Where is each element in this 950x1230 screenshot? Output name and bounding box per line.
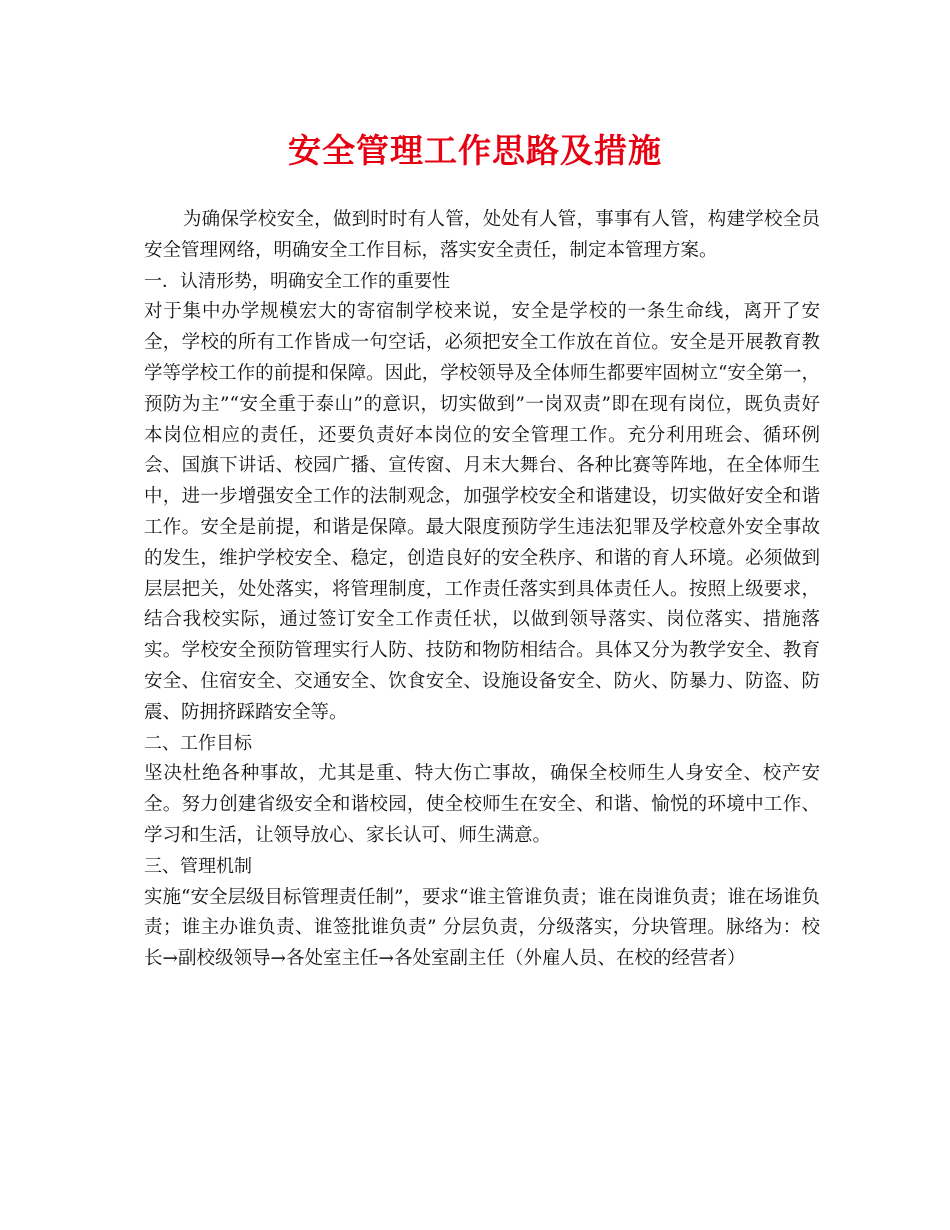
intro-paragraph: 为确保学校安全，做到时时有人管，处处有人管，事事有人管，构建学校全员安全管理网络，明确安全工作目标，落实安全责任，制定本管理方案。 <box>144 209 820 261</box>
section-2-paragraph: 坚决杜绝各种事故，尤其是重、特大伤亡事故，确保全校师生人身安全、校产安全。努力创建省级安全和谐校园，使全校师生在安全、和谐、愉悦的环境中工作、学习和生活，让领导放心、家长认可、师生满意。 <box>144 763 820 846</box>
section-3-heading: 三、管理机制 <box>144 855 252 877</box>
section-2-heading: 二、工作目标 <box>144 732 252 754</box>
document-title: 安全管理工作思路及措施 <box>288 131 662 170</box>
document-body <box>144 205 820 975</box>
section-1-paragraph: 对于集中办学规模宏大的寄宿制学校来说，安全是学校的一条生命线，离开了安全，学校的所有工作皆成一句空话，必须把安全工作放在首位。安全是开展教育教学等学校工作的前提和保障。因此，学校领导及全体师生都要牢固树立“安全第一，预防为主”“安全重于泰山”的意识，切实做到”一岗双责”即在现有岗位，既负责好本岗位相应的责任，还要负责好本岗位的安全管理工作。充分利用班会、循环例会、国旗下讲话、校园广播、宣传窗、月末大舞台、各种比赛等阵地，在全体师生中，进一步增强安全工作的法制观念，加强学校安全和谐建设，切实做好安全和谐工作。安全是前提，和谐是保障。最大限度预防学生违法犯罪及学校意外安全事故的发生，维护学校安全、稳定，创造良好的安全秩序、和谐的育人环境。必须做到层层把关，处处落实，将管理制度，工作责任落实到具体责任人。按照上级要求，结合我校实际，通过签订安全工作责任状，以做到领导落实、岗位落实、措施落实。学校安全预防管理实行人防、技防和物防相结合。具体又分为教学安全、教育安全、住宿安全、交通安全、饮食安全、设施设备安全、防火、防暴力、防盗、防震、防拥挤踩踏安全等。 <box>144 301 820 723</box>
section-1-heading: 一．认清形势，明确安全工作的重要性 <box>144 270 450 292</box>
section-3-paragraph: 实施“安全层级目标管理责任制”，要求“谁主管谁负责；谁在岗谁负责；谁在场谁负责；谁主办谁负责、谁签批谁负责” 分层负责，分级落实，分块管理。脉络为：校长→副校级领导→各处室主任→各处室副主任（外雇人员、在校的经营者） <box>144 886 820 970</box>
